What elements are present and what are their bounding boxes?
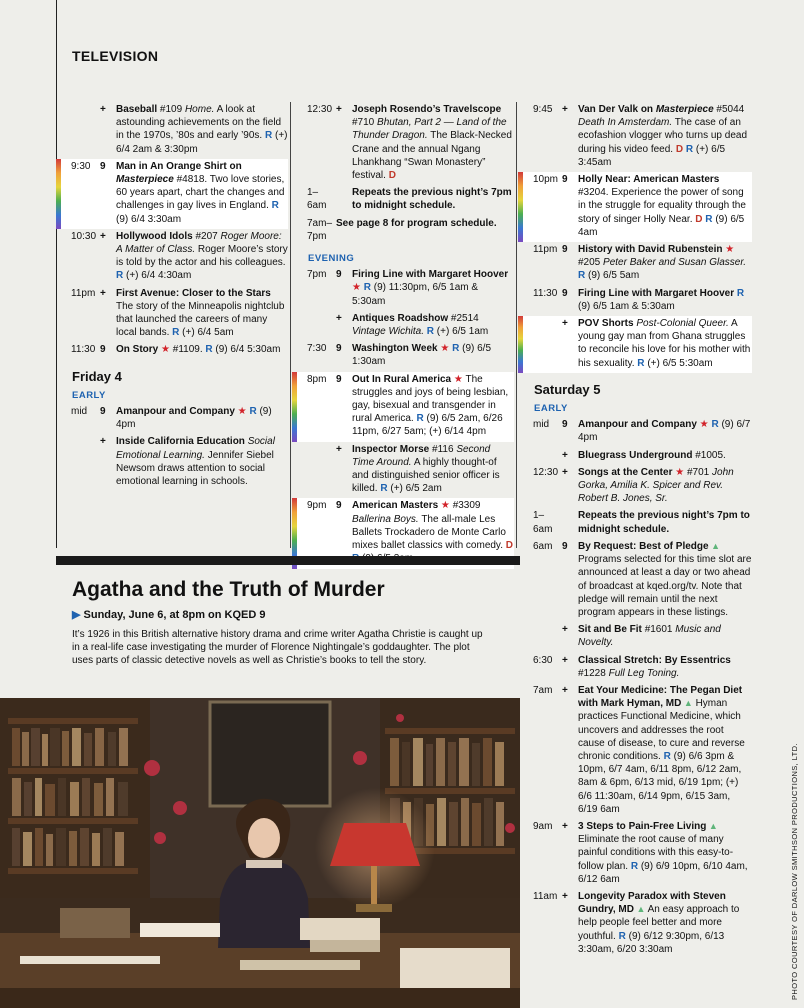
repeat-badge: R: [711, 419, 719, 431]
listing-entry: [518, 889, 752, 959]
channel-marker: +: [562, 654, 568, 666]
channel-marker: +: [562, 449, 568, 461]
listing-column-1: [56, 102, 288, 491]
program-title: Repeats the previous night’s 7pm to midnight schedule.: [578, 510, 750, 535]
program-title: Longevity Paradox with Steven Gundry, MD: [578, 890, 726, 916]
entry-time: 10:30: [71, 230, 97, 242]
program-title: Eat Your Medicine: The Pegan Diet with Mark Hyman, MD: [578, 684, 743, 710]
channel-marker: +: [100, 436, 106, 448]
repeat-airtimes: (9) 6/6 3pm & 10pm, 6/7 4am, 6/11 8pm, 6/12 2am, 8am & 6pm, 6/13 mid, 6/19 1pm; (+) 6/6 11:30am, 6/14 9pm, 6/15 3am, 6/19 6am: [578, 750, 742, 815]
channel-marker: 9: [336, 500, 342, 512]
channel-marker: 9: [562, 174, 568, 186]
episode-number: #205: [578, 257, 601, 269]
program-title: Van Der Valk: [578, 104, 639, 115]
listing-entry: [292, 216, 514, 246]
episode-title: Ballerina Boys.: [352, 513, 419, 525]
repeat-badge: R: [363, 282, 371, 294]
repeat-badge: R: [630, 860, 639, 872]
repeat-badge: R: [685, 143, 694, 155]
episode-title: Music and Novelty.: [578, 624, 721, 649]
channel-marker: +: [336, 104, 342, 115]
entry-time: 9:45: [533, 104, 553, 115]
column-divider: [290, 102, 291, 548]
entry-body: [352, 342, 514, 368]
entry-time: [518, 317, 562, 370]
channel-marker: 9: [100, 406, 106, 418]
repeat-badge: R: [380, 483, 388, 495]
repeat-airtimes: (9) 6/7 4pm: [578, 419, 751, 444]
repeat-airtimes: (9) 6/9 10pm, 6/10 4am, 6/12 6am: [578, 860, 748, 885]
repeat-badge: R: [249, 406, 257, 418]
repeat-airtimes: (9) 6/5 4am: [578, 213, 745, 238]
listing-entry: [518, 172, 752, 242]
feature-divider-bar: [56, 556, 520, 565]
entry-body: [116, 435, 288, 488]
listing-entry: [56, 404, 288, 434]
entry-time: 7am: [533, 684, 553, 696]
episode-description: Two love stories, 60 years apart, chart the changes and challenges in gay lives in England.: [116, 174, 285, 212]
repeat-badge: R: [637, 357, 645, 369]
episode-number: #1228: [578, 667, 606, 679]
entry-body: [116, 103, 288, 156]
episode-title: Vintage Wichita.: [352, 326, 424, 338]
star-icon: ★: [696, 419, 709, 431]
repeat-airtimes: (9) 6/5 2am, 6/26 11pm, 6/27 5am; (+) 6/14 4pm: [352, 413, 503, 438]
program-title: Sit and Be Fit: [578, 624, 642, 636]
listing-entry: [518, 622, 752, 652]
entry-body: [116, 287, 288, 340]
entry-time: 11:30: [71, 344, 96, 356]
episode-number: #3309: [452, 500, 481, 512]
entry-time: [518, 623, 562, 649]
entry-body: [578, 103, 752, 169]
listing-entry: [56, 102, 288, 159]
repeat-badge: R: [426, 326, 435, 338]
descriptive-video-badge: D: [675, 143, 684, 155]
entry-body: [578, 509, 752, 535]
listing-entry: [518, 417, 752, 447]
episode-title: Bhutan, Part 2 — Land of the Thunder Dragon.: [352, 117, 507, 142]
entry-time: 11:30: [533, 287, 558, 299]
entry-time: 12:30: [533, 466, 559, 478]
channel-marker: 9: [562, 287, 568, 299]
entry-time: 7:30: [307, 343, 327, 355]
episode-number: #3204.: [578, 187, 609, 199]
listing-entry: [292, 102, 514, 185]
series-name: Masterpiece: [655, 104, 714, 115]
repeat-airtimes: (9) 6/4 3:30am: [116, 213, 182, 225]
channel-marker: +: [562, 890, 568, 902]
entry-time: 11pm: [71, 287, 96, 299]
listing-entry: [518, 242, 752, 286]
entry-time: 6:30: [533, 654, 553, 666]
program-title: Classical Stretch: By Essentrics: [578, 654, 731, 666]
episode-title: John Gorka, Amilia K. Spicer and Rev. Robert B. Jones, Sr.: [578, 466, 734, 505]
listing-entry: [56, 434, 288, 491]
entry-time: 1–6am: [533, 510, 553, 535]
repeat-airtimes: (+) 6/5 3:45am: [578, 143, 726, 168]
entry-body: [578, 173, 752, 239]
entry-body: [352, 268, 514, 308]
channel-marker: 9: [562, 244, 568, 256]
time-block-heading: EARLY: [534, 403, 568, 415]
program-title: See page 8 for program schedule.: [336, 217, 497, 229]
repeat-badge: R: [116, 270, 124, 282]
listing-entry: [292, 372, 514, 442]
day-heading: Friday 4: [72, 368, 122, 384]
channel-marker: 9: [336, 373, 342, 385]
entry-body: [578, 317, 752, 370]
listing-entry: [518, 448, 752, 465]
program-title: POV Shorts: [578, 318, 634, 330]
pledge-triangle-icon: ▲: [706, 820, 718, 831]
day-heading: Saturday 5: [534, 381, 601, 397]
entry-body: [352, 186, 514, 212]
episode-title: Peter Baker and Susan Glasser.: [603, 257, 747, 269]
listing-column-3: [518, 102, 752, 959]
channel-marker: +: [562, 624, 568, 636]
listing-entry: [518, 508, 752, 538]
feature-airtime-text: Sunday, June 6, at 8pm on KQED 9: [83, 609, 266, 621]
entry-body: [336, 217, 514, 243]
program-title: Holly Near: American Masters: [578, 174, 720, 186]
program-title: Out In Rural America: [352, 373, 452, 385]
channel-marker: +: [562, 104, 568, 115]
entry-time: 10pm: [533, 174, 559, 186]
episode-description: The case of an ecofashion vlogger who turns up dead during his video feed.: [578, 117, 748, 155]
listing-entry: [518, 539, 752, 622]
pledge-triangle-icon: ▲: [708, 540, 721, 551]
program-title: On Story: [116, 344, 159, 356]
entry-body: [116, 160, 288, 226]
repeat-badge: R: [452, 343, 460, 355]
listing-entry: [518, 465, 752, 509]
column-divider: [516, 102, 517, 548]
repeat-badge: R: [663, 750, 671, 762]
star-icon: ★: [672, 466, 685, 478]
episode-description: The story of the Minneapolis nightclub that launched the careers of many local bands.: [116, 300, 285, 339]
channel-marker: 9: [336, 343, 342, 355]
repeat-airtimes: (9) 4pm: [116, 406, 272, 431]
entry-body: [116, 343, 288, 356]
entry-body: [352, 312, 514, 338]
episode-number: #1005.: [695, 449, 726, 461]
feature-description: It’s 1926 in this British alternative history drama and crime writer Agatha Christie is caught up in a real-life case investigating the murder of Florence Nightingale’s goddaughter. The plot uses parts of classic detective novels as well as Christie’s books to tell the story.: [72, 629, 483, 667]
episode-description: A look at astounding achievements on the field in the 1970s, ’80s and early ’90s.: [116, 104, 282, 142]
entry-time: 6am: [533, 540, 553, 552]
program-title: Songs at the Center: [578, 466, 673, 478]
episode-number: #701: [687, 466, 710, 478]
entry-body: [578, 890, 752, 956]
episode-title: Second Time Around.: [352, 443, 491, 468]
channel-marker: +: [562, 684, 568, 696]
feature-photo: [0, 698, 520, 1008]
channel-marker: 9: [100, 344, 106, 356]
program-title: Bluegrass Underground: [578, 449, 693, 461]
episode-title: Death In Amsterdam.: [578, 117, 673, 129]
entry-time: [292, 443, 336, 496]
listing-entry: [292, 267, 514, 311]
series-name: Masterpiece: [116, 174, 174, 186]
star-icon: ★: [438, 500, 450, 512]
repeat-airtimes: (9) 6/5 1:30am: [352, 343, 492, 368]
pledge-triangle-icon: ▲: [681, 698, 693, 709]
episode-number: #2514: [450, 312, 479, 324]
listing-entry: [518, 819, 752, 889]
episode-title: Home.: [184, 104, 215, 115]
program-title: Amanpour and Company: [116, 406, 235, 418]
episode-description: Programs selected for this time slot are announced at least a day or two ahead of broadcast at kqed.org/tv. Note that pledge will remain until the next program appears in these listings.: [578, 554, 752, 618]
program-title: First Avenue: Closer to the Stars: [116, 287, 271, 299]
program-title: Firing Line with Margaret Hoover: [578, 287, 735, 299]
repeat-airtimes: (+) 6/4 4:30am: [126, 270, 192, 282]
title-joiner: on: [640, 104, 654, 115]
listing-entry: [518, 653, 752, 683]
entry-body: [578, 654, 752, 680]
entry-body: [352, 373, 514, 439]
entry-body: [578, 243, 752, 283]
channel-marker: +: [562, 318, 568, 330]
channel-marker: 9: [100, 160, 106, 172]
star-icon: ★: [451, 373, 463, 385]
episode-description: The struggles and joys of being lesbian, gay, bisexual and transgender in rural America.: [352, 373, 509, 425]
program-title: Repeats the previous night’s 7pm to midnight schedule.: [352, 187, 512, 212]
listing-entry: [518, 316, 752, 373]
entry-body: [352, 103, 514, 182]
entry-body: [116, 230, 288, 283]
episode-title: Full Leg Toning.: [608, 667, 680, 679]
program-title: Man in An Orange Shirt: [116, 160, 227, 172]
entry-time: 11am: [533, 890, 558, 902]
channel-marker: 9: [562, 419, 568, 431]
repeat-airtimes: (9) 11:30pm, 6/5 1am & 5:30am: [352, 282, 479, 307]
repeat-badge: R: [618, 930, 626, 942]
star-icon: ★: [352, 282, 364, 294]
episode-description: Jennifer Siebel Newsom draws attention to social emotional learning in schools.: [116, 449, 274, 488]
entry-time: mid: [71, 406, 88, 418]
listing-entry: [292, 311, 514, 341]
program-title: Inspector Morse: [352, 443, 430, 455]
entry-body: [352, 443, 514, 496]
program-title: Hollywood Idols: [116, 230, 193, 242]
episode-description: The all-male Les Ballets Trockadero de Monte Carlo mixes ballet classics with comedy.: [352, 513, 506, 552]
repeat-airtimes: (+) 6/5 2am: [390, 483, 442, 495]
title-joiner: on: [229, 160, 242, 172]
time-block-heading: EVENING: [308, 253, 355, 265]
repeat-airtimes: (+) 6/5 1am: [436, 326, 489, 338]
repeat-airtimes: (+) 6/4 2am & 3:30pm: [116, 130, 288, 155]
repeat-badge: R: [416, 413, 424, 425]
section-title: TELEVISION: [72, 48, 159, 64]
descriptive-video-badge: D: [695, 213, 703, 225]
play-arrow-icon: ▶: [72, 609, 81, 621]
episode-description: Roger Moore’s story is told by the actor and his colleagues.: [116, 244, 288, 269]
repeat-airtimes: (9) 6/12 9:30pm, 6/13 3:30am, 6/20 3:30am: [578, 930, 725, 955]
repeat-airtimes: (+) 6/4 5am: [182, 327, 234, 339]
episode-number: #710: [352, 117, 375, 129]
episode-description: A highly thought-of and distinguished senior officer is killed.: [352, 456, 500, 495]
repeat-badge: R: [205, 344, 213, 356]
repeat-airtimes: (9) 6/4 5:30am: [215, 344, 281, 356]
listing-entry: [56, 229, 288, 286]
descriptive-video-badge: D: [505, 540, 513, 552]
entry-body: [578, 684, 752, 816]
listing-entry: [56, 342, 288, 359]
entry-body: [578, 449, 752, 462]
entry-time: 1–6am: [307, 187, 327, 212]
star-icon: ★: [158, 344, 170, 356]
descriptive-video-badge: D: [388, 170, 396, 182]
episode-number: #109: [159, 104, 183, 115]
repeat-badge: R: [578, 270, 586, 282]
star-icon: ★: [437, 343, 450, 355]
episode-title: Post-Colonial Queer.: [636, 318, 729, 330]
program-title: 3 Steps to Pain-Free Living: [578, 820, 707, 832]
star-icon: ★: [725, 244, 735, 256]
episode-description: An easy approach to help people feel better and more youthful.: [578, 904, 740, 942]
channel-marker: +: [562, 466, 568, 478]
feature-airtime: [72, 608, 265, 621]
listing-entry: [518, 683, 752, 819]
program-title: Antiques Roadshow: [352, 312, 449, 324]
entry-time: [56, 103, 100, 156]
entry-time: 8pm: [307, 373, 327, 385]
entry-time: 9:30: [71, 160, 91, 172]
episode-number: #207: [195, 230, 218, 242]
episode-description: A young gay man from Ghana struggles to reconcile his love for his mother with his sexuality.: [578, 318, 751, 369]
entry-time: 9am: [533, 820, 553, 832]
episode-number: #116: [432, 443, 454, 455]
channel-marker: [336, 186, 352, 212]
channel-marker: +: [100, 104, 106, 115]
episode-title: Social Emotional Learning.: [116, 436, 275, 461]
episode-description: Eliminate the root cause of many painful conditions with this easy-to-follow plan.: [578, 834, 734, 872]
entry-time: 7pm: [307, 269, 327, 281]
listing-column-2: [292, 102, 514, 569]
entry-time: mid: [533, 419, 550, 431]
channel-marker: +: [562, 820, 568, 832]
entry-time: [292, 312, 336, 338]
feature-title: Agatha and the Truth of Murder: [72, 578, 385, 601]
pledge-triangle-icon: ▲: [633, 904, 646, 915]
program-title: Baseball: [116, 104, 158, 115]
repeat-airtimes: (9) 6/5 5am: [588, 270, 640, 282]
episode-description: Experience the power of song in the struggle for equality through the story of singer Holly Near.: [578, 187, 746, 225]
star-icon: ★: [234, 406, 247, 418]
entry-body: [578, 466, 752, 506]
episode-number: #1601: [644, 624, 673, 636]
episode-description: The Black-Necked Crane and the annual Ngang Lhankhang “Swan Monastery” festival.: [352, 130, 512, 182]
episode-number: #4818.: [176, 174, 208, 186]
program-title: Washington Week: [352, 343, 438, 355]
repeat-badge: R: [172, 327, 180, 339]
agatha-scene-image: [0, 698, 520, 1008]
channel-marker: +: [100, 287, 106, 299]
channel-marker: +: [100, 230, 106, 242]
entry-body: [578, 287, 752, 313]
repeat-badge: R: [271, 200, 279, 212]
channel-marker: +: [336, 443, 342, 455]
entry-body: [578, 418, 752, 444]
entry-time: 12:30: [307, 104, 333, 115]
program-title: By Request: Best of Pledge: [578, 540, 709, 552]
channel-marker: 9: [336, 269, 342, 281]
entry-time: [56, 435, 100, 488]
repeat-badge: R: [265, 130, 273, 142]
photo-credit: PHOTO COURTESY OF DARLOW SMITHSON PRODUCTIONS, LTD.: [790, 743, 799, 1000]
entry-time: [518, 449, 562, 462]
channel-marker: +: [336, 312, 342, 324]
episode-description: Hyman practices Functional Medicine, which uncovers and addresses the root cause of disease, to cure and reverse chronic conditions.: [578, 698, 745, 762]
program-title: Joseph Rosendo’s Travelscope: [352, 104, 502, 115]
listing-entry: [56, 286, 288, 343]
entry-time: 11pm: [533, 244, 558, 256]
entry-time: 7am–7pm: [307, 217, 333, 242]
channel-marker: [562, 509, 578, 535]
listing-entry: [56, 159, 288, 229]
channel-marker: 9: [562, 540, 568, 552]
entry-body: [578, 820, 752, 886]
listing-entry: [292, 185, 514, 215]
repeat-badge: R: [705, 213, 713, 225]
episode-number: #5044: [716, 104, 745, 115]
episode-number: #1109.: [172, 344, 203, 356]
program-title: American Masters: [352, 500, 439, 512]
program-title: History with David Rubenstein: [578, 244, 723, 256]
listing-entry: [518, 286, 752, 316]
listing-entry: [292, 442, 514, 499]
listing-entry: [292, 341, 514, 371]
listing-entry: [518, 102, 752, 172]
repeat-airtimes: (+) 6/5 5:30am: [647, 357, 713, 369]
entry-body: [578, 623, 752, 649]
repeat-badge: R: [736, 287, 745, 299]
program-title: Firing Line with Margaret Hoover: [352, 269, 509, 281]
repeat-airtimes: (9) 6/5 1am & 5:30am: [578, 300, 675, 312]
program-title: Amanpour and Company: [578, 419, 697, 431]
time-block-heading: EARLY: [72, 389, 106, 401]
program-title: Inside California Education: [116, 436, 245, 448]
entry-body: [578, 540, 752, 619]
entry-body: [116, 405, 288, 431]
episode-title: Roger Moore: A Matter of Class.: [116, 230, 282, 256]
entry-time: 9pm: [307, 500, 327, 512]
